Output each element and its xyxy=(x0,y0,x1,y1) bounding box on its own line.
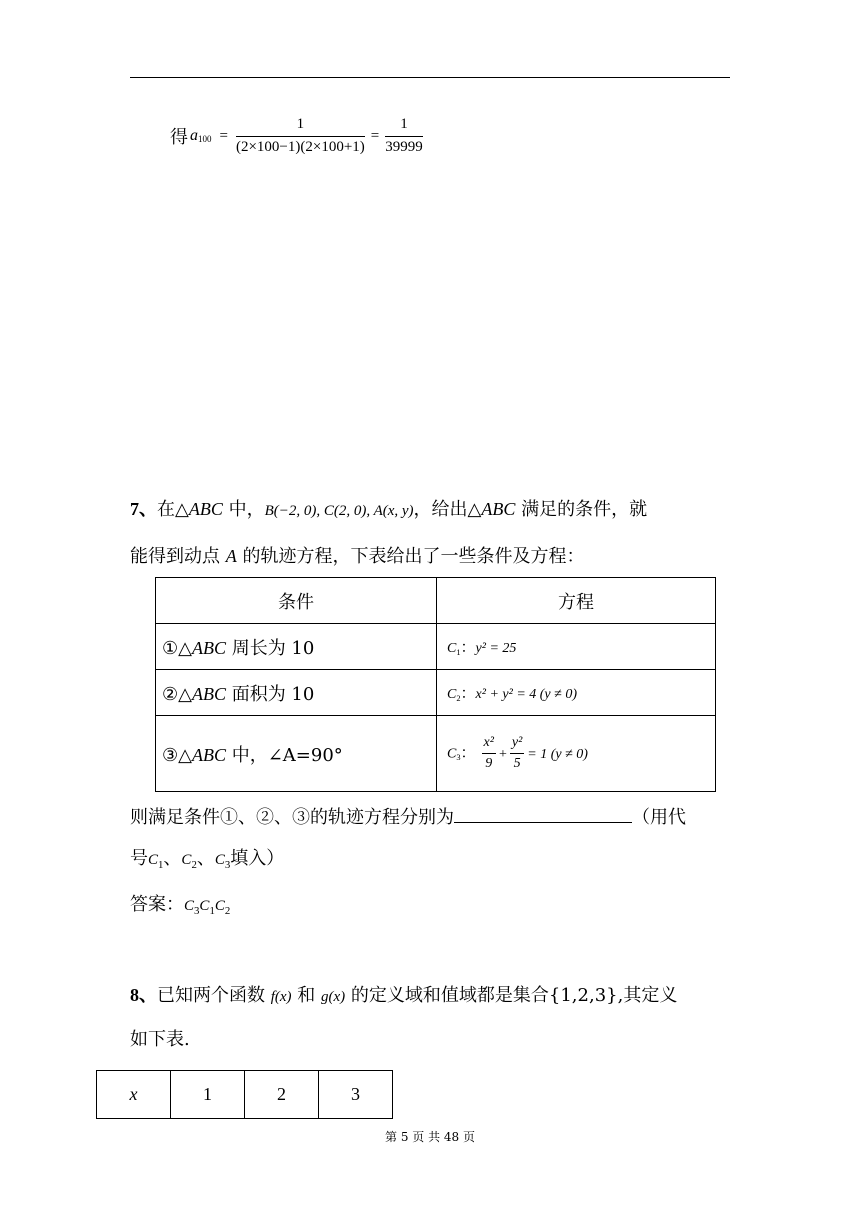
table-row xyxy=(156,624,716,670)
frac1-den: (2×100−1)(2×100+1) xyxy=(235,139,365,156)
q8-number: 8 xyxy=(130,985,139,1005)
q7-hint-line xyxy=(130,849,284,871)
hint-s3: 3 xyxy=(224,858,231,871)
q7-fill-line xyxy=(130,804,686,828)
q7-text-3: ，给出△ xyxy=(413,499,482,520)
q7-point-A: A xyxy=(225,546,237,566)
cond-pre: ③△ xyxy=(162,744,192,766)
q7-fill-after: （用代 xyxy=(632,807,686,828)
formula-a100 xyxy=(170,116,423,157)
table-cell: 1 xyxy=(171,1071,245,1119)
formula-eq2: = xyxy=(370,127,380,144)
q8-line2: 如下表. xyxy=(130,1029,190,1050)
q7-abc: ABC xyxy=(188,499,223,519)
q8-text-3: 的定义域和值域都是集合{1,2,3},其定义 xyxy=(345,985,678,1006)
condition-cell xyxy=(156,716,437,792)
condition-cell xyxy=(156,624,437,670)
table-cell: 2 xyxy=(245,1071,319,1119)
eq-sub: 3 xyxy=(456,753,461,763)
definition-table xyxy=(96,1070,393,1119)
eq-text: y² = 25 xyxy=(475,641,517,656)
frac1-num: 1 xyxy=(236,116,365,137)
q7-fill-text: 则满足条件①、②、③的轨迹方程分别为 xyxy=(130,807,454,828)
formula-prefix: 得 xyxy=(170,127,188,149)
formula-lhs-sub: 100 xyxy=(198,134,212,145)
table-row xyxy=(97,1071,393,1119)
hint-tail: 填入） xyxy=(230,848,285,869)
cond-post: 面积为 10 xyxy=(225,683,315,705)
eq-tail: = 1 (y ≠ 0) xyxy=(527,746,588,762)
hint-c3: C xyxy=(214,852,225,868)
q7-number: 7 xyxy=(130,499,139,519)
frac-num: y² xyxy=(510,735,524,754)
frac2-num: 1 xyxy=(385,116,423,137)
q7-line2-a: 能得到动点 xyxy=(130,546,226,567)
eq-label: C xyxy=(447,641,457,656)
table-row xyxy=(156,670,716,716)
q8-text-2: 和 xyxy=(291,985,322,1006)
condition-cell xyxy=(156,670,437,716)
equation-cell xyxy=(437,670,716,716)
formula-lhs-var: a xyxy=(190,127,198,145)
eq-frac-x xyxy=(482,735,496,772)
q7-line2-b: 的轨迹方程，下表给出了一些条件及方程： xyxy=(236,546,585,567)
header-condition: 条件 xyxy=(156,578,437,624)
equation-cell xyxy=(437,716,716,792)
hint-sep2: 、 xyxy=(196,848,215,869)
eq-label: C xyxy=(447,746,457,762)
table-cell-x: x xyxy=(97,1071,171,1119)
frac-num: x² xyxy=(482,735,496,754)
eq-frac-y xyxy=(510,735,524,772)
answer-c: C xyxy=(199,898,210,914)
equation-cell xyxy=(437,624,716,670)
eq-plus: + xyxy=(498,746,507,762)
formula-eq1: = xyxy=(219,127,228,144)
cond-pre: ①△ xyxy=(162,637,192,659)
cond-abc: ABC xyxy=(191,744,226,765)
table-row xyxy=(156,716,716,792)
formula-frac2 xyxy=(385,116,423,157)
answer-label: 答案： xyxy=(130,894,184,915)
eq-colon: ： xyxy=(460,743,476,762)
frac-den: 9 xyxy=(485,756,493,771)
answer-s2: 1 xyxy=(209,904,215,917)
cond-abc: ABC xyxy=(191,637,226,658)
hint-sep1: 、 xyxy=(163,848,182,869)
q7-answer-line xyxy=(130,895,230,917)
q7-text-1: 在△ xyxy=(157,499,189,520)
q7-sep: 、 xyxy=(139,499,157,520)
q7-line2 xyxy=(130,546,584,567)
answer-c: C xyxy=(214,898,225,914)
q7-line1 xyxy=(130,499,647,521)
cond-post: 中，∠A=90° xyxy=(225,744,343,766)
q8-text-1: 已知两个函数 xyxy=(157,985,271,1006)
eq-colon: ： xyxy=(460,638,476,656)
formula-frac1 xyxy=(236,116,365,157)
q7-text-2: 中， xyxy=(222,499,265,520)
eq-text: x² + y² = 4 (y ≠ 0) xyxy=(475,687,577,702)
q7-text-4: 满足的条件，就 xyxy=(515,499,648,520)
answer-c: C xyxy=(184,898,195,914)
answer-blank[interactable] xyxy=(454,804,632,823)
hint-s2: 2 xyxy=(191,858,197,871)
eq-colon: ： xyxy=(460,684,476,702)
eq-sub: 1 xyxy=(456,647,461,657)
cond-abc: ABC xyxy=(191,683,226,704)
q8-line1 xyxy=(130,985,677,1007)
q8-f: f(x) xyxy=(270,989,292,1005)
hint-c1: C xyxy=(148,852,159,868)
frac-den: 5 xyxy=(513,756,521,771)
table-cell: 3 xyxy=(319,1071,393,1119)
hint-s1: 1 xyxy=(158,858,164,871)
table-header-row xyxy=(156,578,716,624)
q7-abc-2: ABC xyxy=(481,499,516,519)
hint-a: 号 xyxy=(130,848,148,869)
eq-sub: 2 xyxy=(456,693,461,703)
q8-g: g(x) xyxy=(321,989,346,1005)
cond-pre: ②△ xyxy=(162,683,192,705)
eq-label: C xyxy=(447,687,457,702)
answer-s3: 2 xyxy=(224,904,231,917)
q7-points: B(−2, 0), C(2, 0), A(x, y) xyxy=(264,503,414,519)
q8-sep: 、 xyxy=(139,985,157,1006)
header-rule xyxy=(130,77,730,78)
page-footer: 第 5 页 共 48 页 xyxy=(385,1130,475,1144)
conditions-table xyxy=(155,577,716,792)
cond-post: 周长为 10 xyxy=(225,637,315,659)
answer-s1: 3 xyxy=(194,904,200,917)
hint-c2: C xyxy=(181,852,192,868)
frac2-den: 39999 xyxy=(385,139,423,156)
header-equation: 方程 xyxy=(437,578,716,624)
